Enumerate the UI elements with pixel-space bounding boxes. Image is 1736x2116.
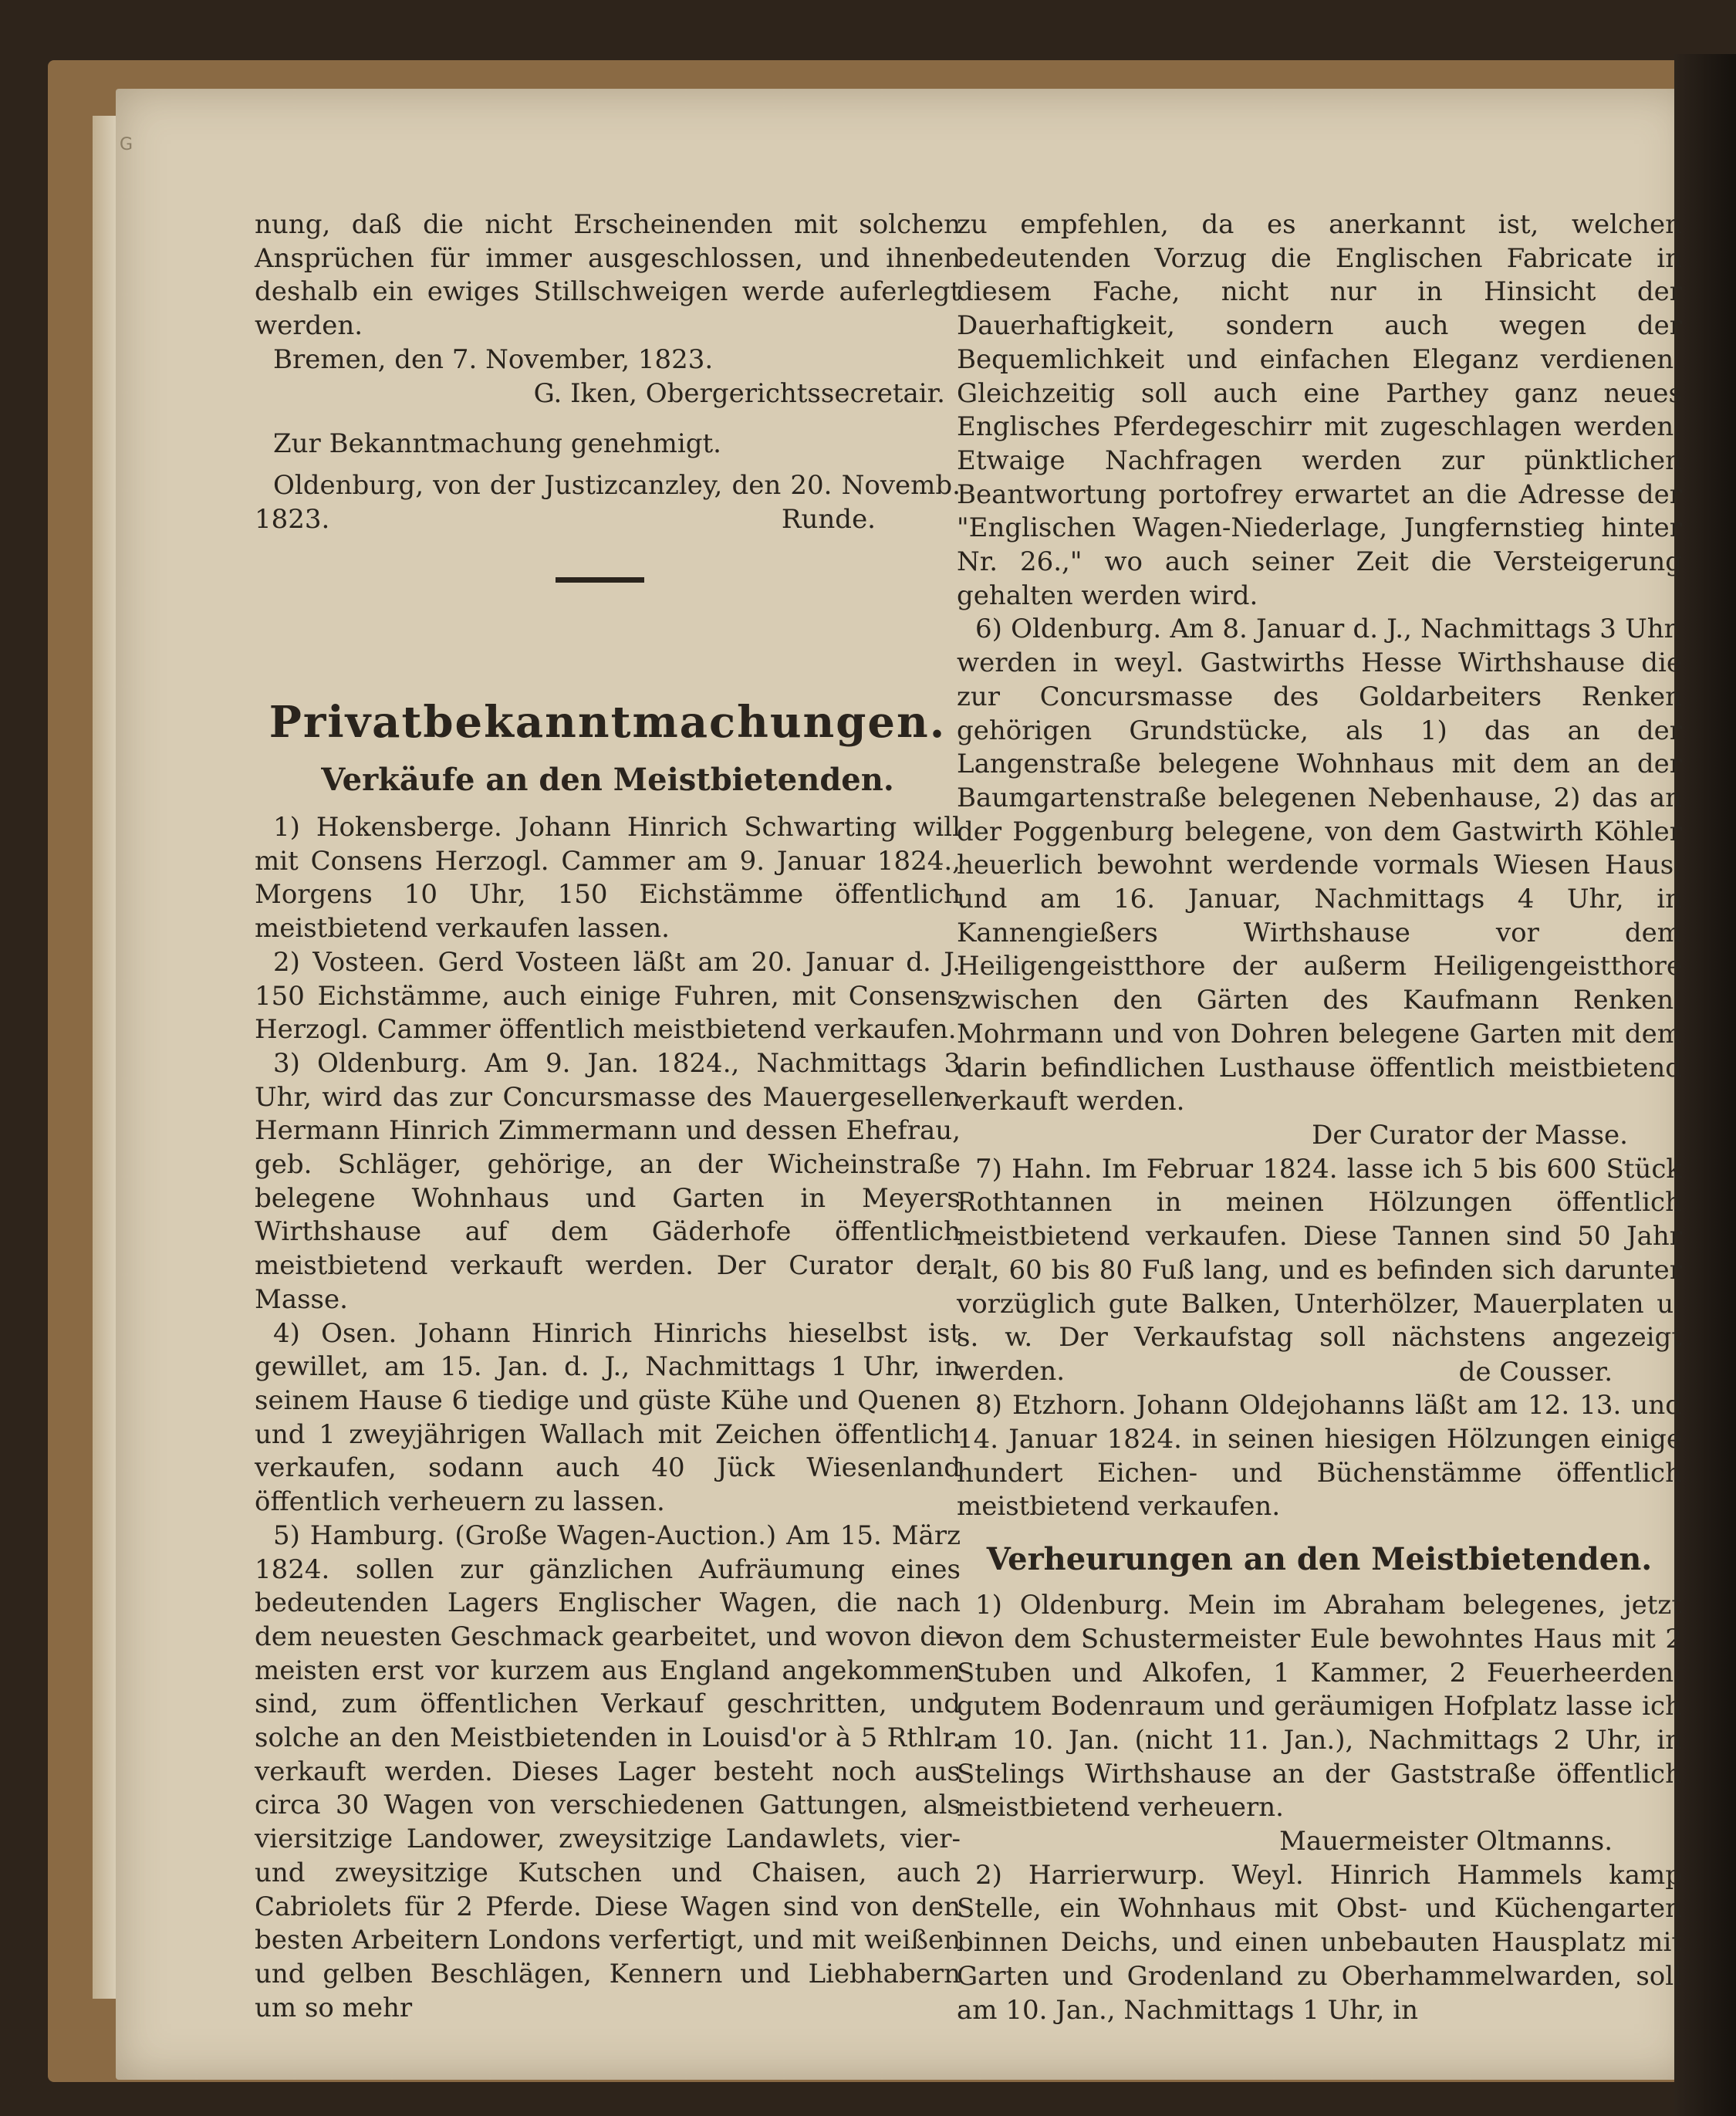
approval-signer: Runde. xyxy=(781,504,876,536)
left-column xyxy=(255,208,961,2025)
sale-item-2: 2) Vosteen. Gerd Vosteen läßt am 20. Januar d. J. 150 Eichstämme, auch einige Fuhren, mit Consens Herzogl. Cammer öffentlich meistbietend verkaufen. xyxy=(255,946,961,1046)
continuation-paragraph: zu empfehlen, da es anerkannt ist, welchen bedeutenden Vorzug die Englischen Fabricate in diesem Fache, nicht nur in Hinsicht der Dauerhaftigkeit, sondern auch wegen der Bequemlichkeit und einfachen Eleganz verdienen. Gleichzeitig soll auch eine Parthey ganz neues Englisches Pferdegeschirr mit zugeschlagen werden. Etwaige Nachfragen werden zur pünktlichen Beantwortung portofrey erwartet an die Adresse der "Englischen Wagen-Niederlage, Jungfernstieg hinter Nr. 26.," wo auch seiner Zeit die Versteigerung gehalten werden wird. xyxy=(957,209,1682,611)
page-edge-mark: G xyxy=(120,135,133,154)
sale-item-1: 1) Hokensberge. Johann Hinrich Schwarting will mit Consens Herzogl. Cammer am 9. Januar 1824., Morgens 10 Uhr, 150 Eichstämme öffentlich meistbietend verkaufen lassen. xyxy=(255,812,961,945)
approval-place: Oldenburg, von der Justizcanzley, den 20. Novemb. 1823. xyxy=(255,469,961,535)
date-place: Bremen, den 7. November, 1823. xyxy=(273,343,714,375)
item-7-signer: de Cousser. xyxy=(1458,1356,1613,1388)
sale-item-3: 3) Oldenburg. Am 9. Jan. 1824., Nachmittags 3 Uhr, wird das zur Concursmasse des Mauergesellen Hermann Hinrich Zimmermann und dessen Ehefrau, geb. Schläger, gehörige, an der Wicheinstraße belegene Wohnhaus und Garten in Meyers Wirthshause auf dem Gäderhofe öffentlich meistbietend verkauft werden. Der Curator der Masse. xyxy=(255,1047,961,1315)
rental-1-signer: Mauermeister Oltmanns. xyxy=(1279,1826,1613,1857)
approval-line: Zur Bekanntmachung genehmigt. xyxy=(273,428,721,460)
intro-paragraph: nung, daß die nicht Erscheinenden mit solchen Ansprüchen für immer ausgeschlossen, und ihnen deshalb ein ewiges Stillschweigen werde auferlegt werden. xyxy=(255,209,961,342)
sale-item-8: 8) Etzhorn. Johann Oldejohanns läßt am 12. 13. und 14. Januar 1824. in seinen hiesigen Hölzungen einige hundert Eichen- und Büchenstämme öffentlich meistbietend verkaufen. xyxy=(957,1390,1682,1523)
signature: G. Iken, Obergerichtssecretair. xyxy=(533,377,945,409)
item-6-signer: Der Curator der Masse. xyxy=(1312,1119,1628,1151)
section-heading: Privatbekanntmachungen. xyxy=(269,697,947,749)
sale-item-6: 6) Oldenburg. Am 8. Januar d. J., Nachmittags 3 Uhr, werden in weyl. Gastwirths Hesse Wirthshause die zur Concursmasse des Goldarbeiters Renken gehörigen Grundstücke, als 1) das an der Langenstraße belegene Wohnhaus mit dem an der Baumgartenstraße belegenen Nebenhause, 2) das an der Poggenburg belegene, von dem Gastwirth Köhler heuerlich bewohnt werdende vormals Wiesen Haus, und am 16. Januar, Nachmittags 4 Uhr, in Kannengießers Wirthshause vor dem Heiligengeistthore der außerm Heiligengeistthore zwischen den Gärten des Kaufmann Renken, Mohrmann und von Dohren belegene Garten mit dem darin befindlichen Lusthause öffentlich meistbietend verkauft werden. xyxy=(957,614,1682,1117)
right-column xyxy=(957,208,1682,2027)
sale-item-5: 5) Hamburg. (Große Wagen-Auction.) Am 15. März 1824. sollen zur gänzlichen Aufräumung eines bedeutenden Lagers Englischer Wagen, die nach dem neuesten Geschmack gearbeitet, und wovon die meisten erst vor kurzem aus England angekommen sind, zum öffentlichen Verkauf geschritten, und solche an den Meistbietenden in Louisd'or à 5 Rthlr. verkauft werden. Dieses Lager besteht noch aus circa 30 Wagen von verschiedenen Gattungen, als viersitzige Landower, zweysitzige Landawlets, vier- und zweysitzige Kutschen und Chaisen, auch Cabriolets für 2 Pferde. Diese Wagen sind von den besten Arbeitern Londons verfertigt, und mit weißen und gelben Beschlägen, Kennern und Liebhabern um so mehr xyxy=(255,1519,961,2023)
sale-item-7: 7) Hahn. Im Februar 1824. lasse ich 5 bis 600 Stück Rothtannen in meinen Hölzungen öffentlich meistbietend verkaufen. Diese Tannen sind 50 Jahr alt, 60 bis 80 Fuß lang, und es befinden sich darunter vorzüglich gute Balken, Unterhölzer, Mauerplaten u. s. w. Der Verkaufstag soll nächstens angezeigt werden. xyxy=(957,1153,1682,1387)
section-divider-rule xyxy=(556,577,644,583)
section-subheading: Verkäufe an den Meistbietenden. xyxy=(321,762,894,799)
rental-item-2: 2) Harrierwurp. Weyl. Hinrich Hammels kamp Stelle, ein Wohnhaus mit Obst- und Küchengarten binnen Deichs, und einen unbebauten Hausplatz mit Garten und Grodenland zu Oberhammelwarden, soll am 10. Jan., Nachmittags 1 Uhr, in xyxy=(957,1859,1682,2026)
sale-item-4: 4) Osen. Johann Hinrich Hinrichs hieselbst ist gewillet, am 15. Jan. d. J., Nachmittags 1 Uhr, in seinem Hause 6 tiedige und güste Kühe und Quenen und 1 zweyjährigen Wallach mit Zeichen öffentlich verkaufen, sodann auch 40 Jück Wiesenland öffentlich verheuern zu lassen. xyxy=(255,1317,961,1518)
rental-item-1: 1) Oldenburg. Mein im Abraham belegenes, jetzt von dem Schustermeister Eule bewohntes Haus mit 2 Stuben und Alkofen, 1 Kammer, 2 Feuerheerden, gutem Bodenraum und geräumigen Hofplatz lasse ich am 10. Jan. (nicht 11. Jan.), Nachmittags 2 Uhr, in Stelings Wirthshause an der Gaststraße öffentlich meistbietend verheuern. xyxy=(957,1590,1682,1824)
rental-subheading: Verheurungen an den Meistbietenden. xyxy=(986,1541,1653,1578)
book-gutter xyxy=(1674,54,1736,2116)
